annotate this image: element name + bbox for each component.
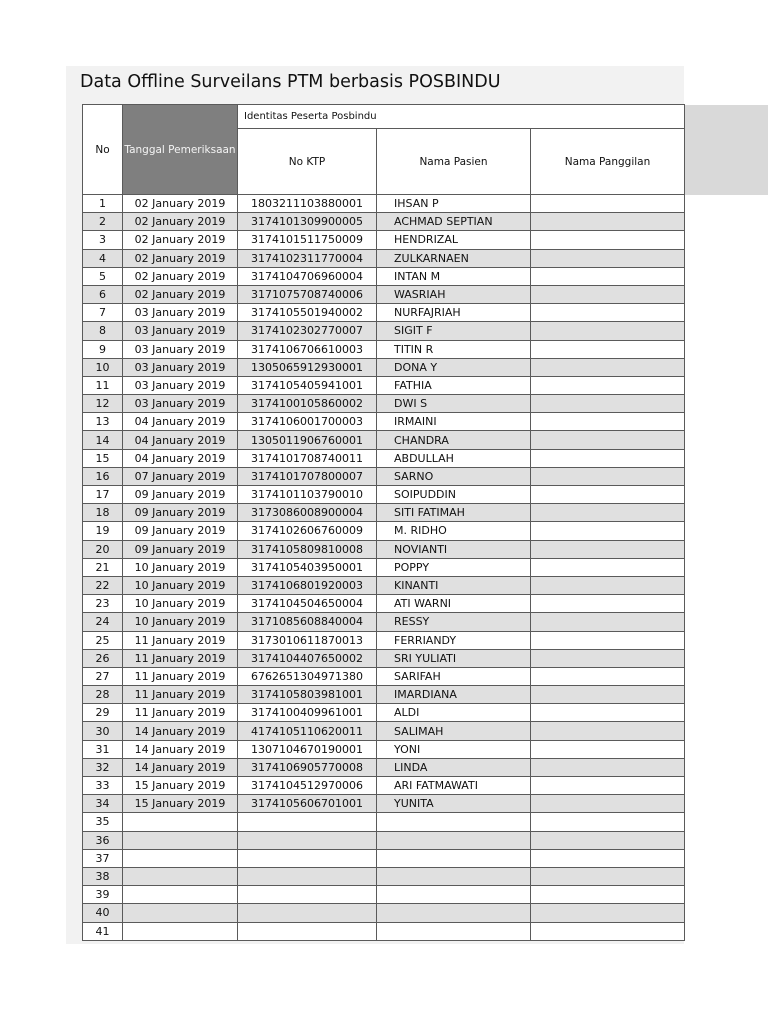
cell-no-ktp: 3174101309900005 [238, 213, 377, 231]
cell-no-ktp: 1803211103880001 [238, 195, 377, 213]
table-row [83, 340, 685, 358]
cell-nama-pasien: NOVIANTI [377, 540, 531, 558]
cell-nama-pasien: YUNITA [377, 795, 531, 813]
cell-tanggal: 03 January 2019 [123, 395, 238, 413]
cell-no-ktp: 3174105809810008 [238, 540, 377, 558]
cell-nama-pasien: IHSAN P [377, 195, 531, 213]
cell-tanggal: 14 January 2019 [123, 740, 238, 758]
cell-tanggal: 02 January 2019 [123, 285, 238, 303]
header-tanggal-pemeriksaan: Tanggal Pemeriksaan [123, 105, 238, 195]
cell-nama-pasien: ALDI [377, 704, 531, 722]
cell-nama-pasien: ZULKARNAEN [377, 249, 531, 267]
cell-no: 35 [83, 813, 123, 831]
table-row [83, 649, 685, 667]
cell-nama-pasien: NURFAJRIAH [377, 304, 531, 322]
cell-nama-panggilan [531, 795, 685, 813]
cell-no: 29 [83, 704, 123, 722]
table-row [83, 758, 685, 776]
table-row [83, 449, 685, 467]
cell-tanggal: 11 January 2019 [123, 704, 238, 722]
cell-nama-panggilan [531, 849, 685, 867]
cell-no: 36 [83, 831, 123, 849]
cell-nama-panggilan [531, 704, 685, 722]
cell-no: 6 [83, 285, 123, 303]
cell-nama-pasien [377, 922, 531, 940]
cell-nama-panggilan [531, 413, 685, 431]
table-row [83, 267, 685, 285]
cell-nama-pasien [377, 904, 531, 922]
table-row [83, 904, 685, 922]
cell-no-ktp: 3171085608840004 [238, 613, 377, 631]
cell-nama-panggilan [531, 540, 685, 558]
cell-nama-panggilan [531, 649, 685, 667]
cell-no-ktp: 3174106905770008 [238, 758, 377, 776]
header-nama-panggilan: Nama Panggilan [531, 129, 685, 195]
cell-no: 3 [83, 231, 123, 249]
table-row [83, 722, 685, 740]
cell-nama-pasien: INTAN M [377, 267, 531, 285]
cell-nama-pasien: CHANDRA [377, 431, 531, 449]
cell-nama-pasien: M. RIDHO [377, 522, 531, 540]
cell-no: 30 [83, 722, 123, 740]
cell-no-ktp: 3174102302770007 [238, 322, 377, 340]
cell-nama-pasien: KINANTI [377, 576, 531, 594]
cell-no-ktp [238, 867, 377, 885]
cell-nama-panggilan [531, 722, 685, 740]
table-row [83, 831, 685, 849]
table-row [83, 631, 685, 649]
cell-tanggal: 14 January 2019 [123, 722, 238, 740]
cell-nama-pasien: POPPY [377, 558, 531, 576]
cell-tanggal: 02 January 2019 [123, 213, 238, 231]
cell-nama-panggilan [531, 231, 685, 249]
table-row [83, 358, 685, 376]
table-row [83, 304, 685, 322]
cell-no: 37 [83, 849, 123, 867]
cell-no-ktp: 3174100105860002 [238, 395, 377, 413]
cell-no-ktp [238, 886, 377, 904]
cell-tanggal: 02 January 2019 [123, 267, 238, 285]
cell-tanggal [123, 886, 238, 904]
cell-tanggal: 15 January 2019 [123, 795, 238, 813]
cell-tanggal: 14 January 2019 [123, 758, 238, 776]
cell-nama-pasien [377, 849, 531, 867]
cell-no: 31 [83, 740, 123, 758]
cell-no: 7 [83, 304, 123, 322]
cell-nama-pasien: SOIPUDDIN [377, 486, 531, 504]
cell-nama-panggilan [531, 522, 685, 540]
cell-tanggal: 09 January 2019 [123, 486, 238, 504]
cell-no: 38 [83, 867, 123, 885]
cell-no-ktp: 1305065912930001 [238, 358, 377, 376]
cell-no: 24 [83, 613, 123, 631]
table-row [83, 849, 685, 867]
cell-no-ktp: 3173086008900004 [238, 504, 377, 522]
cell-nama-panggilan [531, 777, 685, 795]
cell-no: 10 [83, 358, 123, 376]
cell-tanggal: 11 January 2019 [123, 631, 238, 649]
cell-tanggal: 03 January 2019 [123, 322, 238, 340]
cell-tanggal: 04 January 2019 [123, 449, 238, 467]
cell-no-ktp: 3174106801920003 [238, 576, 377, 594]
cell-nama-panggilan [531, 886, 685, 904]
cell-nama-panggilan [531, 395, 685, 413]
cell-tanggal [123, 922, 238, 940]
cell-nama-pasien: IRMAINI [377, 413, 531, 431]
cell-nama-pasien [377, 813, 531, 831]
cell-no: 2 [83, 213, 123, 231]
cell-tanggal: 03 January 2019 [123, 340, 238, 358]
table-body [83, 195, 685, 941]
cell-tanggal [123, 849, 238, 867]
cell-nama-pasien: SARIFAH [377, 667, 531, 685]
table-row [83, 285, 685, 303]
table-row [83, 486, 685, 504]
cell-no: 32 [83, 758, 123, 776]
cell-no-ktp [238, 922, 377, 940]
cell-nama-pasien: LINDA [377, 758, 531, 776]
cell-no: 15 [83, 449, 123, 467]
table-row [83, 231, 685, 249]
cell-nama-panggilan [531, 431, 685, 449]
cell-nama-pasien: YONI [377, 740, 531, 758]
table-row [83, 558, 685, 576]
cell-no-ktp: 3174105606701001 [238, 795, 377, 813]
cell-nama-panggilan [531, 758, 685, 776]
cell-nama-panggilan [531, 449, 685, 467]
posbindu-data-table [82, 104, 685, 941]
cell-tanggal: 02 January 2019 [123, 195, 238, 213]
cell-no: 17 [83, 486, 123, 504]
cell-nama-panggilan [531, 304, 685, 322]
table-row [83, 740, 685, 758]
cell-nama-pasien [377, 886, 531, 904]
cell-no-ktp: 3174106706610003 [238, 340, 377, 358]
page-title: Data Offline Surveilans PTM berbasis POSBINDU [80, 72, 501, 92]
cell-tanggal: 10 January 2019 [123, 613, 238, 631]
cell-no-ktp [238, 813, 377, 831]
table-row [83, 576, 685, 594]
table-row [83, 322, 685, 340]
cell-tanggal: 03 January 2019 [123, 376, 238, 394]
header-no-ktp: No KTP [238, 129, 377, 195]
cell-no-ktp: 3174104706960004 [238, 267, 377, 285]
cell-tanggal: 04 January 2019 [123, 413, 238, 431]
cell-no: 34 [83, 795, 123, 813]
cell-nama-panggilan [531, 195, 685, 213]
table-row [83, 249, 685, 267]
cell-nama-panggilan [531, 613, 685, 631]
cell-no-ktp: 3171075708740006 [238, 285, 377, 303]
cell-tanggal: 11 January 2019 [123, 649, 238, 667]
cell-no-ktp: 3174101708740011 [238, 449, 377, 467]
table-row [83, 395, 685, 413]
cell-no-ktp: 3174100409961001 [238, 704, 377, 722]
table-row [83, 195, 685, 213]
table-row [83, 777, 685, 795]
cell-no-ktp: 3174101707800007 [238, 467, 377, 485]
cell-nama-pasien: SITI FATIMAH [377, 504, 531, 522]
cell-nama-panggilan [531, 249, 685, 267]
cell-tanggal: 11 January 2019 [123, 667, 238, 685]
cell-nama-pasien: TITIN R [377, 340, 531, 358]
cell-no-ktp: 3174106001700003 [238, 413, 377, 431]
cell-no-ktp: 1305011906760001 [238, 431, 377, 449]
cell-tanggal [123, 904, 238, 922]
table-row [83, 467, 685, 485]
cell-no: 27 [83, 667, 123, 685]
table-row [83, 886, 685, 904]
table-row [83, 413, 685, 431]
cell-nama-pasien: ACHMAD SEPTIAN [377, 213, 531, 231]
cell-nama-pasien: ARI FATMAWATI [377, 777, 531, 795]
cell-nama-panggilan [531, 340, 685, 358]
cell-no-ktp [238, 831, 377, 849]
cell-tanggal: 09 January 2019 [123, 522, 238, 540]
cell-nama-pasien: FERRIANDY [377, 631, 531, 649]
cell-no-ktp: 1307104670190001 [238, 740, 377, 758]
cell-tanggal: 15 January 2019 [123, 777, 238, 795]
cell-no: 8 [83, 322, 123, 340]
cell-no: 21 [83, 558, 123, 576]
cell-nama-panggilan [531, 867, 685, 885]
cell-nama-panggilan [531, 631, 685, 649]
table-row [83, 867, 685, 885]
cell-no-ktp [238, 904, 377, 922]
cell-no-ktp: 3174104504650004 [238, 595, 377, 613]
cell-nama-panggilan [531, 467, 685, 485]
cell-tanggal [123, 867, 238, 885]
table-row [83, 813, 685, 831]
cell-tanggal: 11 January 2019 [123, 686, 238, 704]
cell-nama-panggilan [531, 904, 685, 922]
cell-no-ktp: 6762651304971380 [238, 667, 377, 685]
cell-no-ktp: 4174105110620011 [238, 722, 377, 740]
table-row [83, 540, 685, 558]
cell-nama-pasien: FATHIA [377, 376, 531, 394]
cell-nama-pasien [377, 831, 531, 849]
cell-no: 14 [83, 431, 123, 449]
cell-tanggal: 02 January 2019 [123, 249, 238, 267]
cell-tanggal: 04 January 2019 [123, 431, 238, 449]
cell-no-ktp: 3174105501940002 [238, 304, 377, 322]
cell-nama-pasien: WASRIAH [377, 285, 531, 303]
cell-nama-panggilan [531, 813, 685, 831]
cell-nama-panggilan [531, 558, 685, 576]
cell-no-ktp: 3174102311770004 [238, 249, 377, 267]
cell-no-ktp: 3174104407650002 [238, 649, 377, 667]
cell-nama-pasien: ABDULLAH [377, 449, 531, 467]
table-row [83, 613, 685, 631]
cell-no: 41 [83, 922, 123, 940]
cell-nama-panggilan [531, 740, 685, 758]
cell-nama-pasien: ATI WARNI [377, 595, 531, 613]
cell-nama-pasien: IMARDIANA [377, 686, 531, 704]
table-row [83, 922, 685, 940]
cell-no: 16 [83, 467, 123, 485]
table-row [83, 595, 685, 613]
cell-nama-pasien [377, 867, 531, 885]
cell-tanggal: 10 January 2019 [123, 558, 238, 576]
cell-no-ktp: 3174102606760009 [238, 522, 377, 540]
table-row [83, 504, 685, 522]
cell-no: 9 [83, 340, 123, 358]
cell-no: 5 [83, 267, 123, 285]
table-row [83, 213, 685, 231]
cell-nama-panggilan [531, 595, 685, 613]
cell-nama-panggilan [531, 358, 685, 376]
table-row [83, 795, 685, 813]
cell-tanggal [123, 831, 238, 849]
header-nama-pasien: Nama Pasien [377, 129, 531, 195]
table-row [83, 522, 685, 540]
cell-nama-pasien: SRI YULIATI [377, 649, 531, 667]
cell-tanggal [123, 813, 238, 831]
cell-nama-panggilan [531, 922, 685, 940]
cell-tanggal: 03 January 2019 [123, 358, 238, 376]
cell-no-ktp: 3174105803981001 [238, 686, 377, 704]
header-no: No [83, 105, 123, 195]
page-edge-shade [684, 105, 768, 195]
cell-no: 1 [83, 195, 123, 213]
cell-no: 26 [83, 649, 123, 667]
cell-no: 4 [83, 249, 123, 267]
cell-tanggal: 07 January 2019 [123, 467, 238, 485]
cell-no: 40 [83, 904, 123, 922]
cell-no-ktp: 3174101511750009 [238, 231, 377, 249]
cell-no: 22 [83, 576, 123, 594]
cell-nama-panggilan [531, 831, 685, 849]
cell-no: 13 [83, 413, 123, 431]
cell-no: 12 [83, 395, 123, 413]
cell-nama-pasien: SALIMAH [377, 722, 531, 740]
cell-no: 19 [83, 522, 123, 540]
cell-nama-pasien: RESSY [377, 613, 531, 631]
cell-nama-panggilan [531, 686, 685, 704]
cell-nama-pasien: SIGIT F [377, 322, 531, 340]
cell-nama-panggilan [531, 322, 685, 340]
cell-no: 33 [83, 777, 123, 795]
cell-no: 23 [83, 595, 123, 613]
cell-tanggal: 09 January 2019 [123, 504, 238, 522]
cell-no: 20 [83, 540, 123, 558]
cell-nama-pasien: SARNO [377, 467, 531, 485]
cell-tanggal: 10 January 2019 [123, 576, 238, 594]
cell-nama-panggilan [531, 267, 685, 285]
cell-no-ktp [238, 849, 377, 867]
cell-nama-pasien: HENDRIZAL [377, 231, 531, 249]
cell-nama-panggilan [531, 376, 685, 394]
table-row [83, 376, 685, 394]
cell-nama-pasien: DWI S [377, 395, 531, 413]
cell-no: 25 [83, 631, 123, 649]
cell-nama-panggilan [531, 504, 685, 522]
cell-nama-panggilan [531, 285, 685, 303]
cell-no: 39 [83, 886, 123, 904]
cell-nama-pasien: DONA Y [377, 358, 531, 376]
cell-no-ktp: 3174104512970006 [238, 777, 377, 795]
cell-no-ktp: 3174101103790010 [238, 486, 377, 504]
cell-no-ktp: 3173010611870013 [238, 631, 377, 649]
cell-no-ktp: 3174105405941001 [238, 376, 377, 394]
cell-tanggal: 02 January 2019 [123, 231, 238, 249]
cell-nama-panggilan [531, 667, 685, 685]
cell-tanggal: 10 January 2019 [123, 595, 238, 613]
cell-no: 28 [83, 686, 123, 704]
cell-no: 11 [83, 376, 123, 394]
cell-nama-panggilan [531, 486, 685, 504]
table-row [83, 686, 685, 704]
cell-nama-panggilan [531, 576, 685, 594]
cell-tanggal: 09 January 2019 [123, 540, 238, 558]
cell-no-ktp: 3174105403950001 [238, 558, 377, 576]
header-identitas-group: Identitas Peserta Posbindu [238, 105, 685, 129]
cell-nama-panggilan [531, 213, 685, 231]
cell-tanggal: 03 January 2019 [123, 304, 238, 322]
table-row [83, 431, 685, 449]
cell-no: 18 [83, 504, 123, 522]
table-row [83, 704, 685, 722]
table-row [83, 667, 685, 685]
